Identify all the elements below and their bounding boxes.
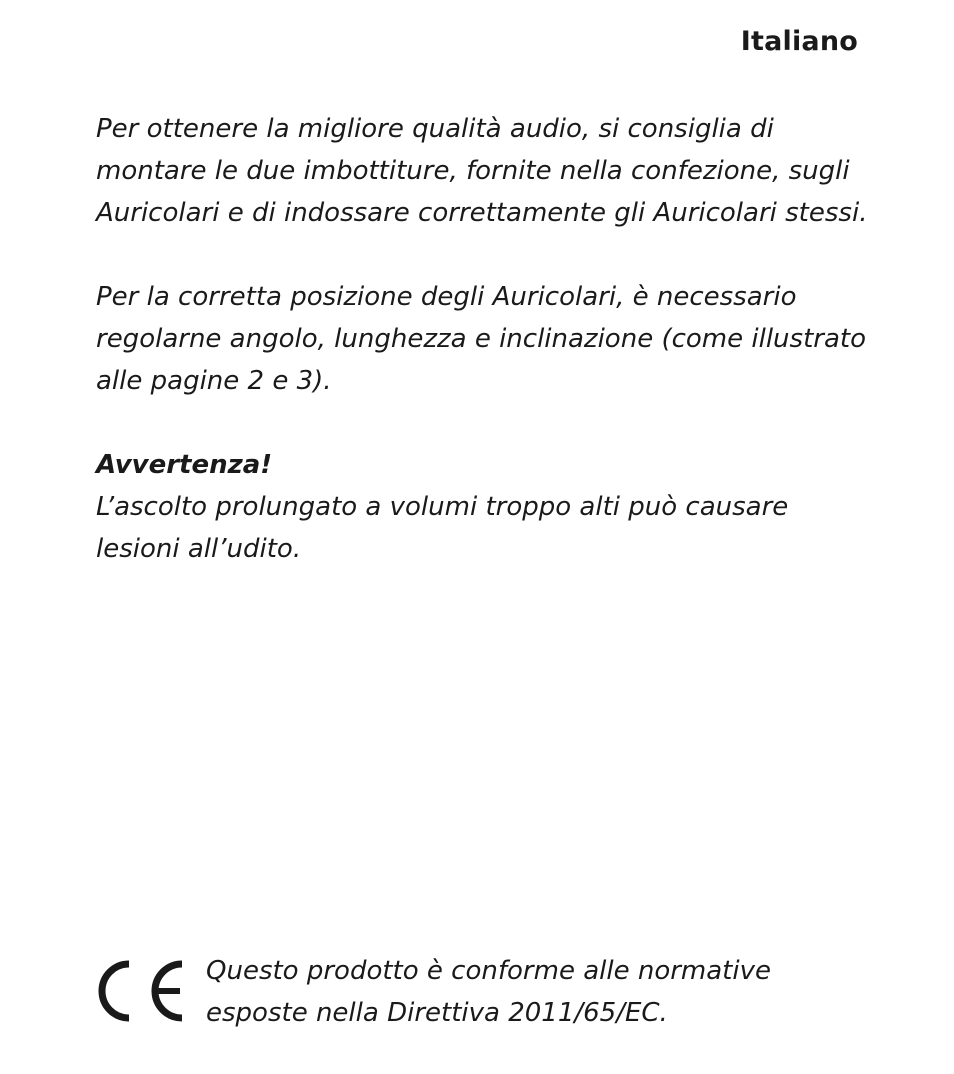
compliance-text: Questo prodotto è conforme alle normative esposte nella Direttiva 2011/65/EC. (206, 956, 771, 1028)
manual-body (96, 108, 876, 612)
positioning-instructions-paragraph: Per la corretta posizione degli Auricolari, è necessario regolarne angolo, lunghezza e inclinazione (come illustrato alle pagine 2 e 3). (96, 282, 866, 396)
warning-text: L’ascolto prolungato a volumi troppo alti può causare lesioni all’udito. (96, 492, 789, 564)
compliance-footer (96, 950, 876, 1034)
padding-instructions-paragraph: Per ottenere la migliore qualità audio, si consiglia di montare le due imbottiture, fornite nella confezione, sugli Auricolari e di indossare correttamente gli Auricolari stessi. (96, 114, 868, 228)
ce-mark-icon (96, 958, 186, 1024)
warning-block (96, 444, 876, 570)
warning-title: Avvertenza! (96, 450, 273, 480)
language-heading: Italiano (740, 26, 858, 57)
